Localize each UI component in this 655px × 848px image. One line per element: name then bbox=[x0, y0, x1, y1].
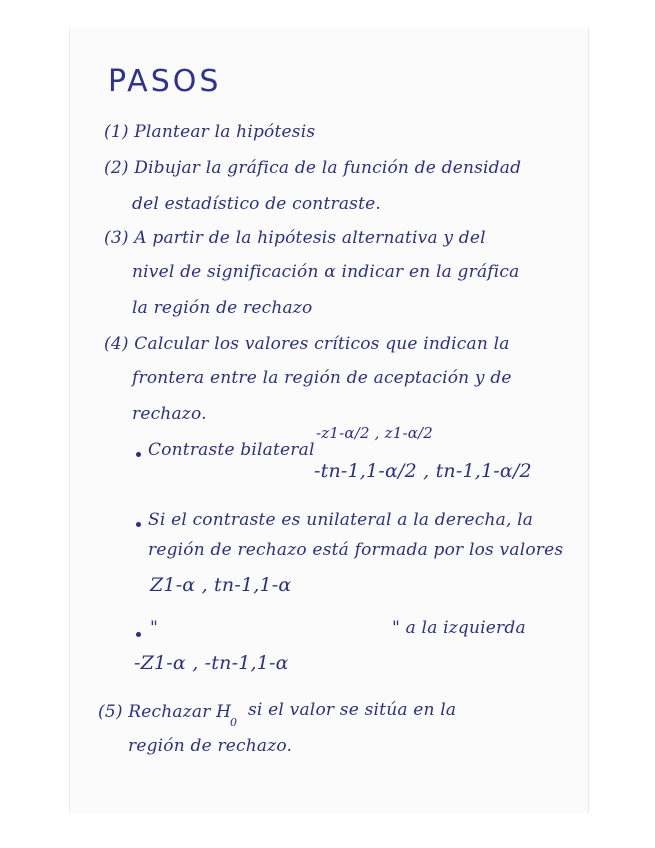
step-5-line-1-end: si el valor se sitúa en la bbox=[248, 700, 457, 720]
h0-subscript: 0 bbox=[230, 716, 238, 729]
page-title: PASOS bbox=[108, 64, 222, 99]
step-2-line-2: del estadístico de contraste. bbox=[132, 194, 381, 214]
step-4-line-2: frontera entre la región de aceptación y de bbox=[132, 368, 512, 388]
step-5-line-1-start: (5) Rechazar H bbox=[98, 702, 232, 722]
step-3-line-2: nivel de significación α indicar en la gráfica bbox=[132, 262, 520, 282]
unilateral-left-values: -Z1-α , -tn-1,1-α bbox=[134, 652, 289, 674]
step-3-line-1: (3) A partir de la hipótesis alternativa y del bbox=[104, 228, 486, 248]
bullet-bilateral bbox=[136, 452, 141, 457]
step-3-line-3: la región de rechazo bbox=[132, 298, 313, 318]
step-1: (1) Plantear la hipótesis bbox=[104, 122, 316, 142]
bilateral-label: Contraste bilateral bbox=[148, 440, 315, 460]
step-4-line-1: (4) Calcular los valores críticos que indican la bbox=[104, 334, 510, 354]
unilateral-left-ditto: " bbox=[150, 618, 159, 638]
unilateral-right-line-1: Si el contraste es unilateral a la derecha, la bbox=[148, 510, 534, 530]
bullet-unilateral-right bbox=[136, 522, 141, 527]
unilateral-right-values: Z1-α , tn-1,1-α bbox=[150, 574, 292, 596]
bullet-unilateral-left bbox=[136, 632, 141, 637]
unilateral-left-text: " a la izquierda bbox=[392, 618, 526, 638]
bilateral-t-values: -tn-1,1-α/2 , tn-1,1-α/2 bbox=[314, 460, 532, 482]
bilateral-z-values: -z1-α/2 , z1-α/2 bbox=[316, 424, 434, 442]
step-2-line-1: (2) Dibujar la gráfica de la función de densidad bbox=[104, 158, 522, 178]
step-5-line-2: región de rechazo. bbox=[128, 736, 293, 756]
unilateral-right-line-2: región de rechazo está formada por los valores bbox=[148, 540, 564, 560]
step-4-line-3: rechazo. bbox=[132, 404, 207, 424]
